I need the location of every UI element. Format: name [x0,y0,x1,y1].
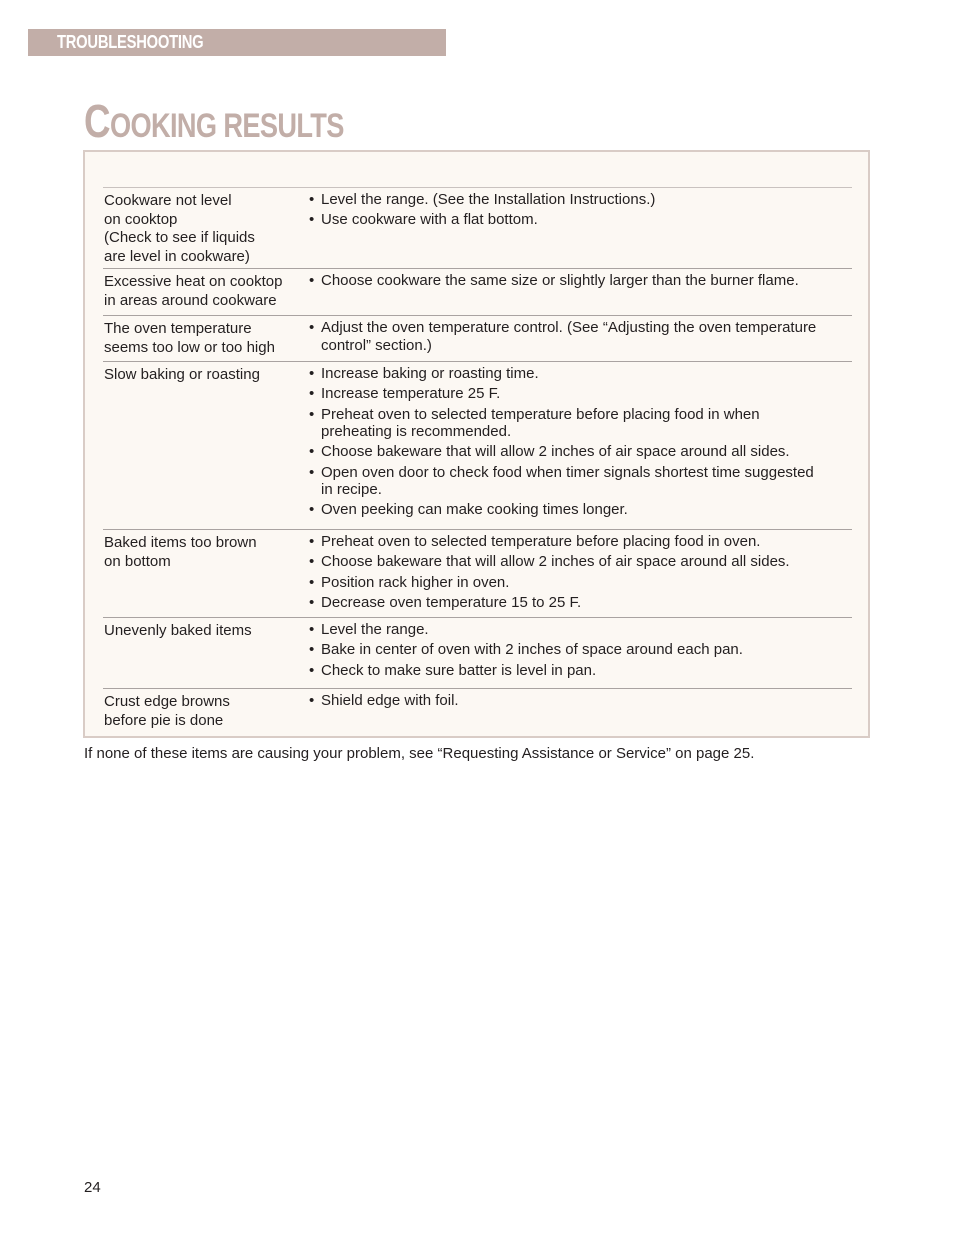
problem-cell [104,693,304,730]
solution-text: Choose bakeware that will allow 2 inches of air space around all sides. [321,443,790,461]
table-row [103,617,852,688]
solution-item [309,692,854,710]
problem-line: Excessive heat on cooktop [104,273,283,290]
bullet: • [309,319,315,336]
solution-cell [309,191,854,232]
table-row [103,361,852,529]
solution-item [309,594,854,612]
solution-cell [309,621,854,682]
bullet: • [309,443,315,461]
solution-cell [309,272,854,292]
solution-cell [309,692,854,712]
solution-item [309,443,854,461]
problem-cell [104,192,304,266]
solution-text: Adjust the oven temperature control. (See “Adjusting the oven temperature [321,319,817,336]
bullet: • [309,573,315,591]
solution-text: Shield edge with foil. [321,692,459,709]
solution-item [309,365,854,383]
solution-item [309,501,854,519]
solution-item [309,641,854,659]
problem-cell [104,320,304,357]
bullet: • [309,661,315,679]
solution-item [309,211,854,229]
solution-text: Level the range. [321,621,429,638]
problem-line: Crust edge browns [104,693,230,710]
solution-text: Bake in center of oven with 2 inches of space around each pan. [321,641,743,659]
bullet: • [309,621,315,638]
problem-line: Baked items too brown [104,534,257,551]
solution-cell [309,365,854,522]
table-row [103,187,852,268]
solution-item [309,574,854,592]
problem-line: on cooktop [104,210,178,228]
table-row [103,268,852,315]
solution-text: Position rack higher in oven. [321,573,510,591]
section-label: TROUBLESHOOTING [57,32,204,52]
problem-line: (Check to see if liquids [104,229,255,246]
table-row [103,688,852,734]
bullet: • [309,272,315,289]
problem-line: Slow baking or roasting [104,366,260,383]
solution-item [309,406,854,441]
problem-line: Cookware not level [104,192,232,209]
solution-text: Increase temperature 25 F. [321,385,501,403]
page-title-initial: C [84,95,110,147]
problem-line: seems too low or too high [104,338,275,356]
bullet: • [309,553,315,571]
table-row [103,315,852,361]
problem-line: Unevenly baked items [104,622,252,639]
solution-item [309,385,854,403]
solution-text: Check to make sure batter is level in pan. [321,661,597,679]
solution-item [309,553,854,571]
bullet: • [309,692,315,709]
bullet: • [309,191,315,208]
bullet: • [309,641,315,659]
problem-line: in areas around cookware [104,291,277,309]
solution-text: Oven peeking can make cooking times longer. [321,501,628,519]
solution-text: Preheat oven to selected temperature before placing food in oven. [321,533,761,550]
solution-item [309,662,854,680]
solution-cell [309,533,854,614]
solution-text: Choose cookware the same size or slightly larger than the burner flame. [321,272,799,289]
page-title [84,94,344,154]
section-header-bar [28,29,446,56]
problem-line: on bottom [104,552,171,570]
problem-line: before pie is done [104,711,224,729]
solution-cell [309,319,854,357]
solution-item [309,191,854,209]
solution-text: Open oven door to check food when timer signals shortest time suggested [321,463,814,481]
bullet: • [309,385,315,403]
page-number: 24 [84,1179,101,1196]
solution-text: Increase baking or roasting time. [321,365,539,382]
table-row [103,529,852,617]
bullet: • [309,365,315,382]
bullet: • [309,463,315,481]
solution-text: Use cookware with a flat bottom. [321,211,538,229]
solution-item [309,533,854,551]
footer-note: If none of these items are causing your problem, see “Requesting Assistance or Service” on page 25. [84,745,755,762]
bullet: • [309,593,315,611]
solution-item [309,464,854,499]
bullet: • [309,501,315,519]
solution-text: preheating is recommended. [321,423,512,441]
page-title-rest: OOKING RESULTS [109,107,344,145]
bullet: • [309,533,315,550]
solution-text: Decrease oven temperature 15 to 25 F. [321,593,582,611]
solution-text: Preheat oven to selected temperature before placing food in when [321,405,760,423]
solution-item [309,319,854,354]
bullet: • [309,405,315,423]
problem-cell [104,622,304,641]
problem-line: are level in cookware) [104,247,250,265]
troubleshooting-table [83,150,870,738]
solution-text: control” section.) [321,336,432,354]
solution-text: Level the range. (See the Installation Instructions.) [321,191,656,208]
bullet: • [309,211,315,229]
solution-item [309,621,854,639]
problem-cell [104,534,304,571]
solution-item [309,272,854,290]
problem-cell [104,366,304,385]
solution-text: in recipe. [321,481,382,499]
solution-text: Choose bakeware that will allow 2 inches of air space around all sides. [321,553,790,571]
problem-line: The oven temperature [104,320,252,337]
problem-cell [104,273,304,310]
